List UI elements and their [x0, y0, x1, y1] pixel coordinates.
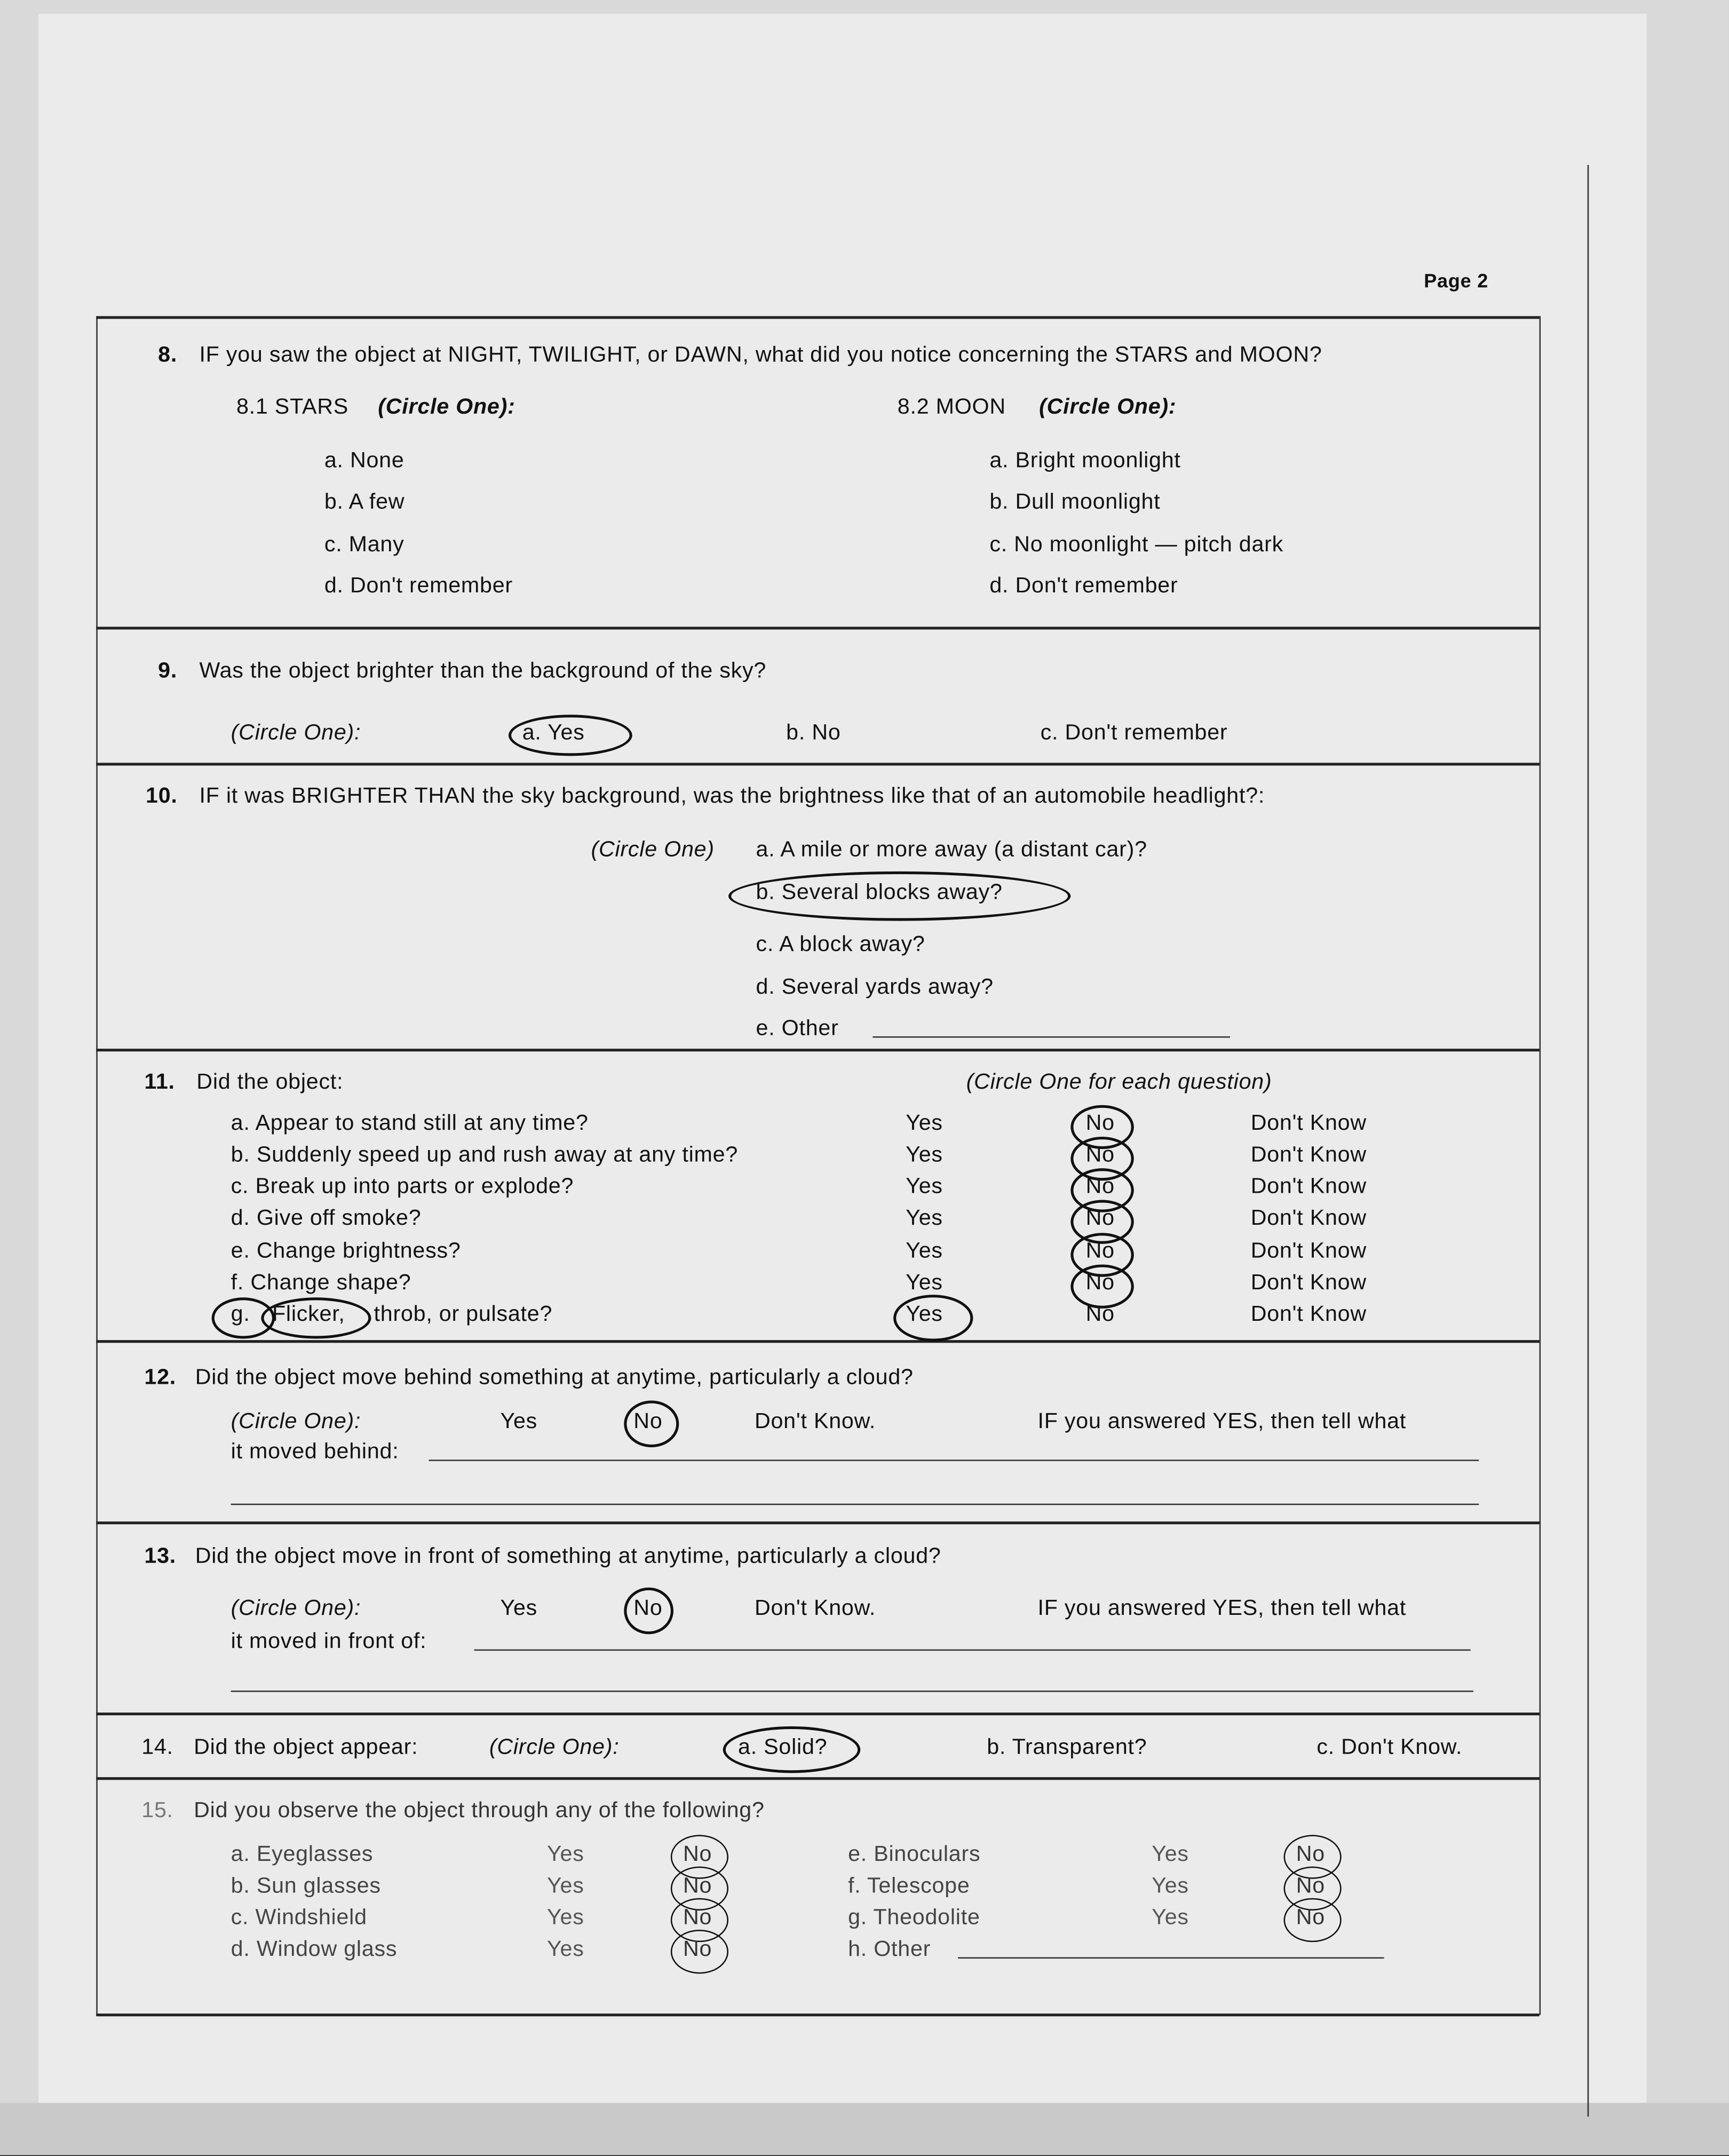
divider: [96, 1340, 1539, 1343]
q15-item-label: f. Telescope: [848, 1874, 970, 1898]
q8-moon-option[interactable]: d. Don't remember: [989, 574, 1178, 598]
divider: [96, 1777, 1539, 1780]
page-edge-line: [1588, 165, 1589, 2117]
q12-question: Did the object move behind something at anytime, particularly a cloud?: [195, 1366, 914, 1390]
q13-question: Did the object move in front of something at anytime, particularly a cloud?: [195, 1544, 941, 1568]
q11-answer-dont-know[interactable]: Don't Know: [1250, 1240, 1367, 1263]
q11-g-yes[interactable]: Yes: [906, 1303, 943, 1327]
q13-yes[interactable]: Yes: [500, 1597, 538, 1621]
form-border-left: [96, 316, 98, 2015]
q13-answer-line[interactable]: [474, 1650, 1471, 1651]
q12-answer-line-2[interactable]: [231, 1504, 1479, 1505]
divider: [96, 763, 1539, 765]
q15-item-label: a. Eyeglasses: [231, 1843, 374, 1867]
q15-answer-no[interactable]: No: [683, 1874, 712, 1898]
q8-moon-option[interactable]: c. No moonlight — pitch dark: [989, 533, 1284, 557]
q11-answer-no[interactable]: No: [1085, 1112, 1115, 1136]
q10-option[interactable]: e. Other: [756, 1017, 839, 1041]
paper-sheet: [38, 14, 1646, 2103]
selection-circle: [1284, 1898, 1342, 1942]
q15-answer-no[interactable]: No: [1296, 1874, 1325, 1898]
q8-question: IF you saw the object at NIGHT, TWILIGHT, or DAWN, what did you notice concerning the STARS and MOON?: [199, 343, 1322, 367]
selection-circle: [723, 1726, 861, 1773]
q11-item-label: d. Give off smoke?: [231, 1207, 422, 1231]
q11-answer-no[interactable]: No: [1085, 1271, 1115, 1295]
divider: [96, 627, 1539, 629]
selection-circle: [671, 1930, 728, 1973]
q11-answer-yes[interactable]: Yes: [906, 1175, 943, 1199]
selection-circle: [261, 1297, 371, 1338]
selection-circle: [624, 1588, 673, 1635]
selection-circle: [728, 871, 1070, 921]
q8-stars-option[interactable]: b. A few: [324, 490, 405, 514]
q11-item-label: f. Change shape?: [231, 1271, 411, 1295]
q10-circle-hint: (Circle One): [591, 838, 715, 862]
q12-number: 12.: [144, 1366, 177, 1390]
q11-circle-hint: (Circle One for each question): [966, 1071, 1272, 1095]
q10-option[interactable]: a. A mile or more away (a distant car)?: [756, 838, 1147, 862]
q11-answer-dont-know[interactable]: Don't Know: [1250, 1175, 1367, 1199]
q11-answer-no[interactable]: No: [1085, 1175, 1115, 1199]
q12-yes[interactable]: Yes: [500, 1410, 538, 1434]
q9-option-dont-remember[interactable]: c. Don't remember: [1040, 722, 1228, 745]
q11-g-circled-word: Flicker,: [272, 1303, 345, 1327]
q15-answer-no[interactable]: No: [1296, 1843, 1325, 1867]
q13-dont-know[interactable]: Don't Know.: [754, 1597, 876, 1621]
q14-option-transparent[interactable]: b. Transparent?: [987, 1735, 1147, 1759]
q11-g-rest: throb, or pulsate?: [374, 1303, 553, 1327]
q11-number: 11.: [144, 1071, 175, 1095]
divider: [96, 1049, 1539, 1051]
q11-answer-yes[interactable]: Yes: [906, 1271, 943, 1295]
q10-option[interactable]: b. Several blocks away?: [756, 881, 1003, 905]
q10-option[interactable]: d. Several yards away?: [756, 976, 994, 1000]
q11-answer-yes[interactable]: Yes: [906, 1112, 943, 1136]
form-border-top: [96, 316, 1539, 319]
form-border-right: [1540, 316, 1541, 2015]
q8-number: 8.: [158, 343, 178, 367]
q14-number: 14.: [141, 1735, 173, 1759]
q15-answer-no[interactable]: No: [683, 1843, 712, 1867]
q10-option[interactable]: c. A block away?: [756, 933, 925, 957]
q15-item-label: h. Other: [848, 1938, 931, 1962]
q15-item-label: d. Window glass: [231, 1938, 398, 1962]
q8-stars-circle-hint: (Circle One):: [378, 395, 515, 419]
selection-circle: [1070, 1264, 1133, 1308]
q15-answer-yes[interactable]: Yes: [1152, 1843, 1189, 1867]
q15-answer-no[interactable]: No: [683, 1938, 712, 1962]
q8-stars-option[interactable]: d. Don't remember: [324, 574, 513, 598]
q15-other-line[interactable]: [958, 1957, 1384, 1959]
q15-answer-yes[interactable]: Yes: [547, 1843, 584, 1867]
q11-question: Did the object:: [196, 1071, 344, 1095]
q12-dont-know[interactable]: Don't Know.: [754, 1410, 876, 1434]
q9-question: Was the object brighter than the background of the sky?: [199, 660, 767, 684]
q14-option-dont-know[interactable]: c. Don't Know.: [1316, 1735, 1463, 1759]
q11-g-no[interactable]: No: [1085, 1303, 1115, 1327]
q8-moon-option[interactable]: b. Dull moonlight: [989, 490, 1161, 514]
q11-g-letter: g.: [231, 1303, 250, 1327]
q11-item-label: b. Suddenly speed up and rush away at any time?: [231, 1143, 739, 1167]
q14-option-solid[interactable]: a. Solid?: [738, 1735, 828, 1759]
q11-answer-dont-know[interactable]: Don't Know: [1250, 1271, 1367, 1295]
q11-answer-yes[interactable]: Yes: [906, 1207, 943, 1231]
q13-number: 13.: [144, 1544, 177, 1568]
divider: [96, 1521, 1539, 1524]
q13-circle-hint: (Circle One):: [231, 1597, 361, 1621]
q8-stars-option[interactable]: c. Many: [324, 533, 405, 557]
q13-followup-label: it moved in front of:: [231, 1630, 427, 1654]
q10-other-line[interactable]: [873, 1036, 1230, 1038]
page-number: Page 2: [1424, 269, 1489, 292]
q8-moon-heading: 8.2 MOON: [897, 395, 1006, 419]
q11-answer-no[interactable]: No: [1085, 1143, 1115, 1167]
q15-item-label: g. Theodolite: [848, 1906, 980, 1930]
q11-item-label: c. Break up into parts or explode?: [231, 1175, 574, 1199]
selection-circle: [893, 1295, 973, 1342]
q15-item-label: e. Binoculars: [848, 1843, 981, 1867]
q11-answer-dont-know[interactable]: Don't Know: [1250, 1143, 1367, 1167]
q15-question: Did you observe the object through any of the following?: [194, 1799, 765, 1823]
q11-answer-dont-know[interactable]: Don't Know: [1250, 1207, 1367, 1231]
q10-number: 10.: [146, 784, 178, 808]
q11-g-dont-know[interactable]: Don't Know: [1250, 1303, 1367, 1327]
q12-circle-hint: (Circle One):: [231, 1410, 361, 1434]
q15-item-label: c. Windshield: [231, 1906, 367, 1930]
q14-circle-hint: (Circle One):: [489, 1735, 620, 1759]
q13-answer-line-2[interactable]: [231, 1691, 1473, 1692]
q12-followup: IF you answered YES, then tell what: [1037, 1410, 1407, 1434]
q13-followup: IF you answered YES, then tell what: [1037, 1597, 1407, 1621]
q15-answer-yes[interactable]: Yes: [1152, 1874, 1189, 1898]
q14-question: Did the object appear:: [194, 1735, 418, 1759]
selection-circle: [624, 1400, 679, 1447]
divider: [96, 1713, 1539, 1715]
selection-circle: [509, 715, 632, 756]
q15-answer-yes[interactable]: Yes: [547, 1906, 584, 1930]
q15-item-label: b. Sun glasses: [231, 1874, 381, 1898]
q15-answer-yes[interactable]: Yes: [1152, 1906, 1189, 1930]
q8-stars-heading: 8.1 STARS: [236, 395, 349, 419]
scan-bottom-margin: [0, 2103, 1729, 2155]
q15-answer-yes[interactable]: Yes: [547, 1874, 584, 1898]
q12-answer-line[interactable]: [429, 1460, 1479, 1461]
q13-no[interactable]: No: [633, 1597, 663, 1621]
q9-option-no[interactable]: b. No: [786, 722, 841, 745]
q11-answer-yes[interactable]: Yes: [906, 1143, 943, 1167]
q9-option-yes[interactable]: a. Yes: [522, 722, 585, 745]
q15-answer-no[interactable]: No: [1296, 1906, 1325, 1930]
q15-answer-no[interactable]: No: [683, 1906, 712, 1930]
q8-moon-option[interactable]: a. Bright moonlight: [989, 449, 1181, 473]
q11-answer-dont-know[interactable]: Don't Know: [1250, 1112, 1367, 1136]
q15-answer-yes[interactable]: Yes: [547, 1938, 584, 1962]
q11-answer-yes[interactable]: Yes: [906, 1240, 943, 1263]
q10-question: IF it was BRIGHTER THAN the sky background, was the brightness like that of an automobile headlight?:: [199, 784, 1265, 808]
form-border-bottom: [96, 2014, 1539, 2016]
q9-number: 9.: [158, 660, 178, 684]
q8-stars-option[interactable]: a. None: [324, 449, 405, 473]
q11-item-label: e. Change brightness?: [231, 1240, 461, 1263]
q12-followup-label: it moved behind:: [231, 1440, 399, 1464]
q11-answer-no[interactable]: No: [1085, 1207, 1115, 1231]
q9-circle-hint: (Circle One):: [231, 722, 361, 745]
q15-number: 15.: [141, 1799, 173, 1823]
q11-item-label: a. Appear to stand still at any time?: [231, 1112, 589, 1136]
q8-moon-circle-hint: (Circle One):: [1039, 395, 1177, 419]
q12-no[interactable]: No: [633, 1410, 663, 1434]
q11-answer-no[interactable]: No: [1085, 1240, 1115, 1263]
